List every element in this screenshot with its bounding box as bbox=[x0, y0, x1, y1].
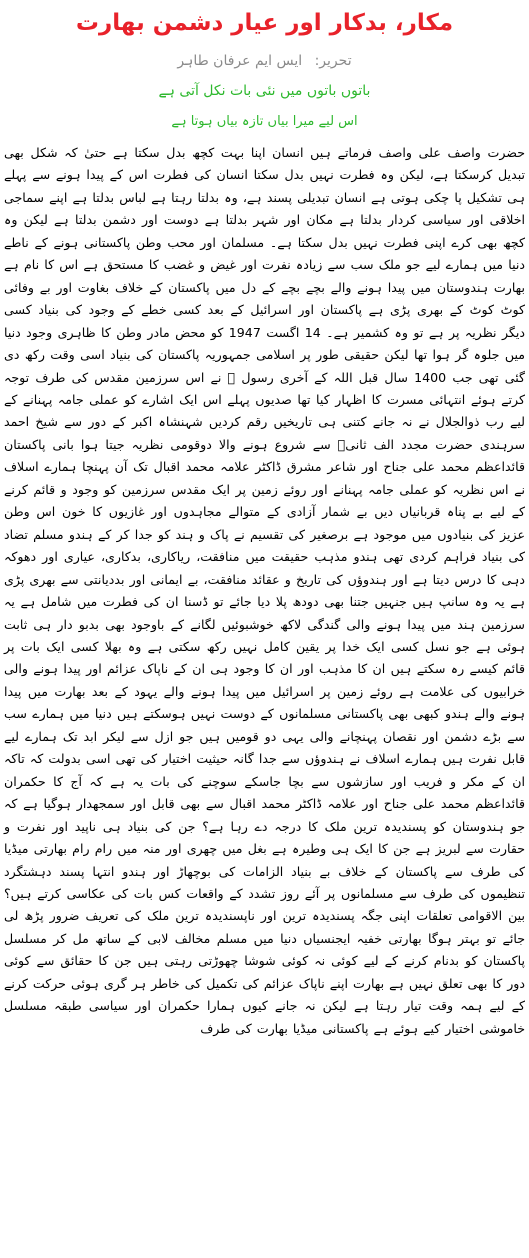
article-title: مکار، بدکار اور عیار دشمن بھارت bbox=[75, 10, 454, 36]
couplet-line-2: اس لیے میرا بیاں تازہ بیاں ہوتا ہے bbox=[171, 114, 358, 129]
couplet-line-1: باتوں باتوں میں نئی بات نکل آتی ہے bbox=[158, 83, 371, 99]
author-label: تحریر: bbox=[314, 53, 352, 69]
author-line bbox=[4, 50, 525, 72]
article-body: حضرت واصف علی واصف فرماتے ہیں انسان اپنا بہت کچھ بدل سکتا ہے حتیٰ کہ شکل بھی تبدیل کرسکتا ہے، لیکن وہ فطرت نہیں بدل سکتا انسان کی فطرت اس کے پیدا ہونے سے پہلے ہی تشکیل پا چکی ہوتی ہے انسان تبدیلی پسند ہے، وہ بدلتا رہتا ہے لباس بدلتا ہے اپنے سماجی اخلاقی اور سیاسی کردار بدلتا ہے مکان اور شہر بدلتا ہے دوست اور دشمن بدلتا ہے لیکن وہ کچھ بھی کرے اپنی فطرت نہیں بدل سکتا ہے۔ مسلمان اور محب وطن پاکستانی ہونے کے ناطے دنیا میں ہمارے لیے جو ملک سب سے زیادہ نفرت اور غیض و غضب کا مستحق ہے اس کا نام ہے بھارت ہندوستان میں پیدا ہونے والے بچے بچے کے دل میں پاکستان کے خلاف بغاوت اور بے وفائی کوٹ کوٹ کے بھری پڑی ہے پاکستان اور اسرائیل کے بعد کسی خطے کے وجود کی بنیاد کسی دیگر نظریہ پر ہے تو وہ کشمیر ہے۔ 14 اگست 1947 کو محض مادر وطن کا ظاہری وجود دنیا میں جلوہ گر ہوا تھا لیکن حقیقی طور پر اسلامی جمہوریہ پاکستان کی بنیاد اسی وقت رکھ دی گئی تھی جب 1400 سال قبل اللہ کے آخری رسول ﷺ نے اس سرزمین مقدس کی طرف توجہ کرتے ہوئے انتہائی مسرت کا اظہار کیا تھا صدیوں پہلے اس ایک اشارے کو عملی جامہ پہنانے کے لیے رب ذوالجلال نے نہ جانے کتنی ہی تاریخیں رقم کردیں شہنشاہ اکبر کے دور سے شیخ احمد سرہندی حضرت مجدد الف ثانیؒ سے شروع ہونے والا دوقومی نظریہ جیتا ہوا بانی پاکستان قائداعظم محمد علی جناح اور شاعر مشرق ڈاکٹر علامہ محمد اقبال تک آن پہنچا ہمارے اسلاف نے اس نظریہ کو عملی جامہ پہنانے اور روئے زمین پر ایک مقدس سرزمین کو وجود و قائم کرنے کے لیے بے پناہ قربانیاں دیں بے شمار آزادی کے متوالے مجاہدوں اور غازیوں کا خون اس وطن عزیز کی بنیادوں میں موجود ہے برصغیر کی تقسیم نے پاک و ہند کو جدا کر کے ہندو مسلم تضاد کی بنیاد فراہم کردی تھی ہندو مذہب حقیقت میں منافقت، ریاکاری، بدکاری، عیاری اور دھوکہ دہی کا درس دیتا ہے اور ہندوؤں کی تاریخ و عقائد منافقت، بے ایمانی اور بددیانتی سے بھری پڑی ہے یہ وہ سانپ ہیں جنہیں جتنا بھی دودھ پلا دیا جائے تو ڈسنا ان کی فطرت میں شامل ہے یہ سرزمین ہند میں پیدا ہونے والی گندگی لاکھ خوشبوئیں لگانے کے باوجود بھی بدبو دار ہی ثابت ہوئی ہے جو نسل کسی ایک خدا پر یقین کامل نہیں رکھ سکتی ہے وہ بھلا کسی ایک بات پر قائم کیسے رہ سکتے ہیں ان کا مذہب اور ان کا وجود ہی ان کے ناپاک عزائم اور پیدا ہونے والی خرابیوں کی علامت ہے روئے زمین پر اسرائیل میں پیدا ہونے والے یہود کے بعد بھارت میں پیدا ہونے والے ہندو کبھی بھی پاکستانی مسلمانوں کے دوست نہیں ہوسکتے ہیں دنیا میں ہمارے سب سے بڑے دشمن اور نقصان پہنچانے والی یہی دو قومیں ہیں جو ازل سے لیکر ابد تک ہمارے لیے قابل نفرت ہیں ہمارے اسلاف نے ہندوؤں سے جدا گانہ حیثیت اختیار کی تھی اسی بدولت کہ تاکہ ان کے مکر و فریب اور سازشوں سے بچا جاسکے سوچنے کی بات یہ ہے کہ آج کا حکمران قائداعظم محمد علی جناح اور علامہ ڈاکٹر محمد اقبال سے بھی قابل اور سمجھدار ہوگیا ہے کہ جو ہندوستان کو پسندیدہ ترین ملک کا درجہ دے رہا ہے؟ جن کی بنیاد ہی ناپید اور نفرت و حقارت سے لبریز ہے جن کا ایک ہی وطیرہ ہے بغل میں چھری اور منہ میں رام رام بھارتی میڈیا کی طرف سے پاکستان کے خلاف بے بنیاد الزامات کی بوچھاڑ اور ہندو انتہا پسند دہشتگرد تنظیموں کی طرف سے مسلمانوں پر آئے روز تشدد کے واقعات کس بات کی عکاسی کرتے ہیں؟ بین الاقوامی تعلقات اپنی جگہ پسندیدہ ترین اور ناپسندیدہ ترین ملک کی تعریف ضرور پڑھ لی جائے تو بہتر ہوگا بھارتی خفیہ ایجنسیاں دنیا میں مسلم مخالف لابی کے ساتھ مل کر مسلسل پاکستان کو بدنام کرنے کے لیے کوئی نہ کوئی شوشا چھوڑتی رہتی ہیں جن کا حقائق سے کوئی دور کا بھی تعلق نہیں ہے بھارت اپنے ناپاک عزائم کی تکمیل کی خاطر ہر گری ہوئی حرکت کرنے کے لیے ہمہ وقت تیار رہتا ہے لیکن نہ جانے کیوں ہمارا حکمران اور سیاسی طبقہ مسلسل خاموشی اختیار کیے ہوئے ہے پاکستانی میڈیا بھارت کی طرف bbox=[4, 145, 526, 1036]
author-name: ایس ایم عرفان طاہر bbox=[177, 53, 303, 69]
